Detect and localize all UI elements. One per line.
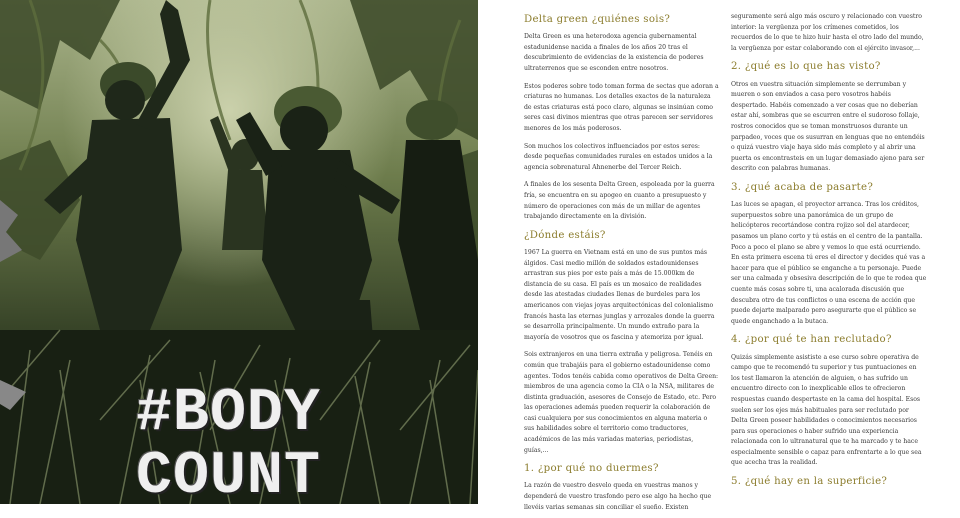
body-paragraph: Otros en vuestra situación simplemente se derrumban y mueren o son enviados a casa pero vosotros habéis despertado. Habéis comenzado a ver cosas que no deberían estar ahí, sombras que se escurren entre el sudoroso follaje, rostros conocidos que se toman monstruosos durante un parpadeo, voces que os susurran en lenguas que no entendéis o quizá vuestro viaje haya sido más completo y al abrir una puerta os encontrasteis en un lugar demasiado ajeno para ser descrito con palabras humanas. (731, 80, 925, 173)
body-paragraph: A finales de los sesenta Delta Green, espoleada por la guerra fría, se encuentra en su apogeo en cuanto a presupuesto y número de operaciones con más de un millar de agentes trabajando directamente en la división. (524, 181, 715, 221)
title-line-2: COUNT (136, 443, 322, 511)
section-heading: 1. ¿por qué no duermes? (524, 463, 659, 475)
section-heading: 4. ¿por qué te han reclutado? (731, 334, 892, 346)
body-paragraph: La razón de vuestro desvelo queda en vuestras manos y dependerá de vuestro trasfondo pero ese algo ha hecho que llevéis varias semanas sin conciliar el sueño. Existen (524, 482, 712, 511)
text-column-left (524, 14, 719, 518)
body-paragraph: Quizás simplemente asististe a ese curso sobre operativa de campo que te recomendó tu superior y tus puntuaciones en los test llamaron la atención de alguien, o has sufrido un encuentro directo con lo inexplicable ellos te ofrecieron respuestas cuando despertaste en la cama del hospital. Esos suelen ser los ejes más habituales para ser reclutado por Delta Green poseer habilidades o conocimientos necesarios para sus operaciones o haber sufrido una experiencia relacionada con lo ultranatural que te ha marcado y te hace especialmente sensible o capaz para enfrentarte a lo que sea que acecha tras la realidad. (731, 353, 922, 467)
section-heading: 3. ¿qué acaba de pasarte? (731, 181, 874, 193)
section-heading: 5. ¿qué hay en la superficie? (731, 476, 888, 488)
text-page (478, 0, 960, 511)
body-paragraph: Son muchos los colectivos influenciados por estos seres: desde pequeñas comunidades rurales en estados unidos a la agencia sobrenatural Ahnenerbe del Tercer Reich. (524, 142, 713, 171)
section-heading: 2. ¿qué es lo que has visto? (731, 61, 881, 73)
title-line-1: #BODY (136, 380, 322, 448)
body-paragraph: Estos poderes sobre todo toman forma de sectas que adoran a criaturas no humanas. Los detalles exactos de la naturaleza de estas criaturas está poco claro, algunas se insinúan como seres casi divinos mientras que otras parecen ser servidores menores de los más poderosos. (524, 82, 719, 132)
jungle-soldiers-photo (0, 0, 478, 511)
body-paragraph: Delta Green es una heterodoxa agencia gubernamental estadunidense nacida a finales de los años 20 tras el descubrimiento de evidencias de la existencia de poderes ultraterrenos que se esconden entre nosotros. (524, 33, 704, 73)
section-heading: Delta green ¿quiénes sois? (524, 14, 671, 25)
section-heading: ¿Dónde estáis? (524, 229, 606, 241)
body-paragraph: 1967 La guerra en Vietnam está en uno de sus puntos más álgidos. Casi medio millón de soldados estadounidenses arrastran sus pies por este país a más de 15.000km de distancia de su casa. El país es un mosaico de realidades desde las atestadas ciudades llenas de burdeles para los americanos con viejas joyas arquitectónicas del colonialismo francés hasta las eternas junglas y arrozales donde la guerra se desarrolla principalmente. Un mundo extraño para la mayoría de vosotros que os fascina y atemoriza por igual. (524, 248, 715, 341)
body-paragraph: Las luces se apagan, el proyector arranca. Tras los créditos, superpuestos sobre una panorámica de un grupo de helicópteros recortándose contra rojizo sol del atardecer, pasamos un plano corto y tú estás en el centro de la pantalla. Poco a poco el plano se abre y vemos lo que está ocurriendo. En esta primera escena tú eres el director y decides qué vas a hacer para que el público se enganche a tu personaje. Puede ser una calmada y obsesiva descripción de lo que te rodea que cuente más cosas sobre ti, una acalorada discusión que descubra otro de tus conflictos o una escena de acción que puede dejarte malparado pero asegurarte que el público se quede enganchado a la butaca. (731, 201, 927, 325)
text-column-right (731, 12, 927, 516)
body-paragraph: seguramente será algo más oscuro y relacionado con vuestro interior: la vergüenza por los crímenes cometidos, los recuerdos de lo que te hizo huir hasta el otro lado del mundo, la vergüenza por estar colaborando con el ejército invasor,... (731, 13, 924, 52)
body-paragraph: Sois extranjeros en una tierra extraña y peligrosa. Tenéis en común que trabajáis para el gobierno estadounidense como agentes. Todos tenéis cabida como operativos de Delta Green: miembros de una agencia como la CIA o la NSA, militares de distinta graduación, asesores de Consejo de Estado, etc. Pero las operaciones además pueden requerir la colaboración de casi cualquiera por sus conocimientos en alguna materia o sus habilidades sobre el territorio como traductores, académicos de las más variadas materias, periodistas, guías,... (524, 351, 719, 454)
